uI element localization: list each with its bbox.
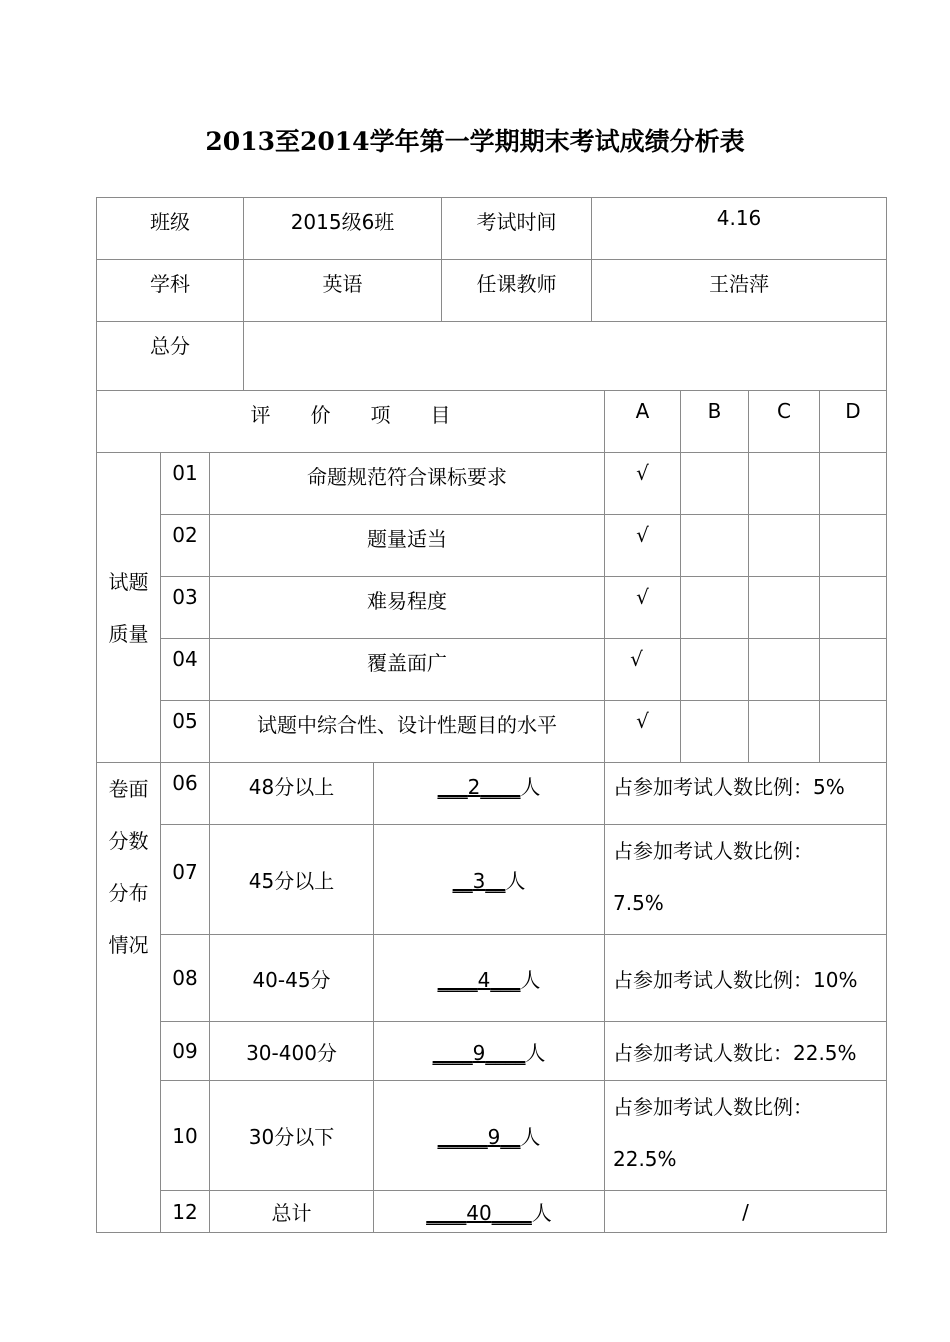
total-label: 总计	[210, 1191, 374, 1233]
item-number: 09	[161, 1022, 210, 1081]
ratio-text	[605, 1081, 887, 1191]
grade-b-cell	[681, 639, 749, 701]
quality-label-line: 质量	[108, 621, 149, 646]
item-number: 01	[161, 453, 210, 515]
exam-time-value: 4.16	[592, 198, 887, 260]
teacher-label: 任课教师	[442, 260, 592, 322]
item-number: 10	[161, 1081, 210, 1191]
grade-d-cell	[820, 515, 887, 577]
ratio-line: 占参加考试人数比例：	[613, 1095, 813, 1119]
grade-c-cell	[749, 577, 820, 639]
grade-a-check: √	[605, 453, 681, 515]
quality-label-line: 试题	[108, 569, 149, 594]
ratio-line: 占参加考试人数比例：	[613, 839, 813, 863]
dist-total-row	[97, 1191, 887, 1233]
score-range: 30-400分	[210, 1022, 374, 1081]
item-text: 试题中综合性、设计性题目的水平	[210, 701, 605, 763]
grade-c-cell	[749, 453, 820, 515]
eval-header-row	[97, 391, 887, 453]
grade-a-check: √	[605, 515, 681, 577]
grade-b-cell	[681, 515, 749, 577]
score-range: 40-45分	[210, 935, 374, 1022]
score-range: 48分以上	[210, 763, 374, 825]
student-count: _____9__人	[374, 1081, 605, 1191]
info-row-total	[97, 322, 887, 391]
eval-header: 评 价 项 目	[97, 391, 605, 453]
grade-d-header: D	[820, 391, 887, 453]
ratio-line: 22.5%	[613, 1147, 677, 1171]
student-count: __3__人	[374, 825, 605, 935]
item-number: 08	[161, 935, 210, 1022]
dist-row	[97, 1081, 887, 1191]
page-title: 2013至2014学年第一学期期末考试成绩分析表	[205, 127, 745, 156]
grade-b-cell	[681, 577, 749, 639]
exam-time-label: 考试时间	[442, 198, 592, 260]
distribution-label-line: 情况	[108, 933, 149, 957]
eval-row	[97, 453, 887, 515]
teacher-value: 王浩萍	[592, 260, 887, 322]
item-number: 07	[161, 825, 210, 935]
grade-d-cell	[820, 577, 887, 639]
total-score-label: 总分	[97, 322, 244, 391]
grade-d-cell	[820, 453, 887, 515]
ratio-text: 占参加考试人数比：22.5%	[605, 1022, 887, 1081]
dist-row	[97, 763, 887, 825]
student-count: ____9____人	[374, 1022, 605, 1081]
item-number: 12	[161, 1191, 210, 1233]
item-text: 题量适当	[210, 515, 605, 577]
total-count: ____40____人	[374, 1191, 605, 1233]
total-ratio: /	[605, 1191, 887, 1233]
ratio-line: 7.5%	[613, 891, 664, 915]
score-range: 45分以上	[210, 825, 374, 935]
item-text: 覆盖面广	[210, 639, 605, 701]
student-count: ____4___人	[374, 935, 605, 1022]
ratio-text	[605, 825, 887, 935]
subject-value: 英语	[244, 260, 442, 322]
dist-row	[97, 1022, 887, 1081]
grade-a-header: A	[605, 391, 681, 453]
grade-c-header: C	[749, 391, 820, 453]
dist-row	[97, 825, 887, 935]
ratio-text: 占参加考试人数比例：5%	[605, 763, 887, 825]
class-label: 班级	[97, 198, 244, 260]
distribution-group-label	[97, 763, 161, 1233]
class-value: 2015级6班	[244, 198, 442, 260]
distribution-label-line: 分数	[108, 829, 149, 853]
grade-a-check: √	[605, 701, 681, 763]
item-text: 命题规范符合课标要求	[210, 453, 605, 515]
grade-d-cell	[820, 639, 887, 701]
info-row-class	[97, 198, 887, 260]
item-number: 02	[161, 515, 210, 577]
grade-c-cell	[749, 639, 820, 701]
item-number: 04	[161, 639, 210, 701]
grade-a-check: √	[605, 577, 681, 639]
score-range: 30分以下	[210, 1081, 374, 1191]
distribution-label-line: 卷面	[108, 777, 149, 801]
eval-row	[97, 639, 887, 701]
item-number: 05	[161, 701, 210, 763]
grade-d-cell	[820, 701, 887, 763]
eval-row	[97, 701, 887, 763]
distribution-label-line: 分布	[108, 881, 149, 905]
item-number: 03	[161, 577, 210, 639]
info-row-subject	[97, 260, 887, 322]
eval-row	[97, 577, 887, 639]
ratio-text: 占参加考试人数比例：10%	[605, 935, 887, 1022]
grade-a-check: √	[605, 639, 681, 701]
subject-label: 学科	[97, 260, 244, 322]
grade-b-header: B	[681, 391, 749, 453]
eval-row	[97, 515, 887, 577]
item-text: 难易程度	[210, 577, 605, 639]
student-count: ___2____人	[374, 763, 605, 825]
score-analysis-table	[96, 197, 887, 1233]
item-number: 06	[161, 763, 210, 825]
grade-c-cell	[749, 515, 820, 577]
grade-b-cell	[681, 701, 749, 763]
total-score-value	[244, 322, 887, 391]
quality-group-label	[97, 453, 161, 763]
grade-c-cell	[749, 701, 820, 763]
grade-b-cell	[681, 453, 749, 515]
dist-row	[97, 935, 887, 1022]
